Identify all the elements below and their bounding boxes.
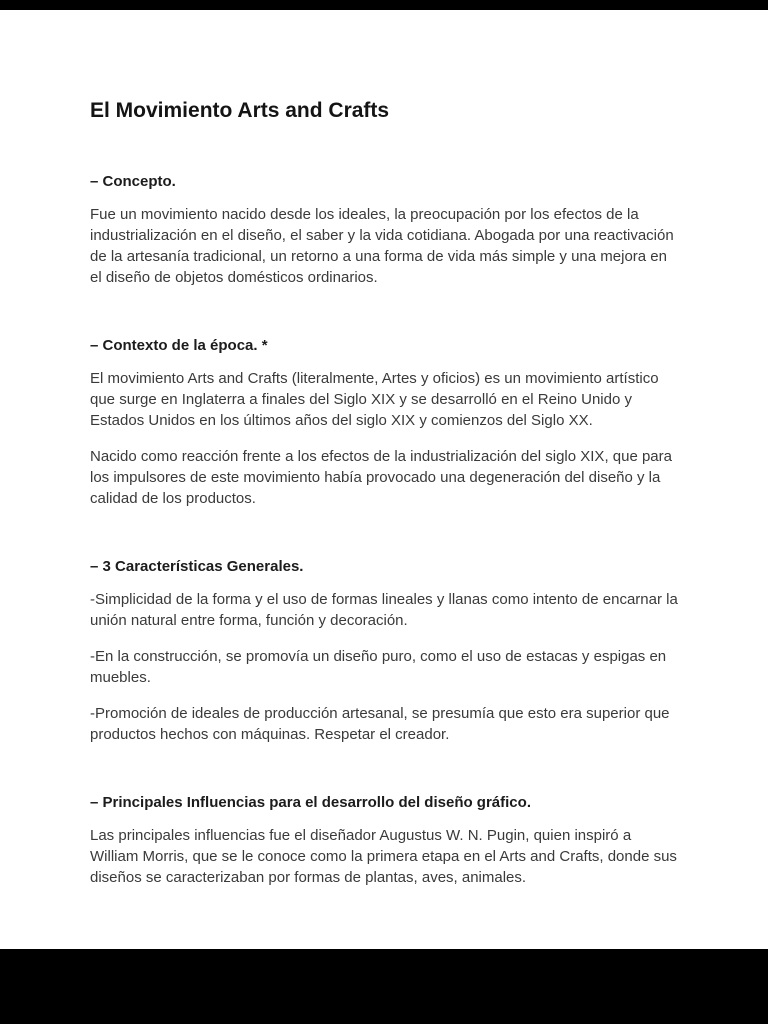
section-caracteristicas [90,557,678,745]
section-heading-caracteristicas: – 3 Características Generales. [90,558,304,575]
paragraph: -Promoción de ideales de producción artesanal, se presumía que esto era superior que productos hechos con máquinas. Respetar el creador. [90,705,670,743]
section-contexto [90,336,678,509]
paragraph: Fue un movimiento nacido desde los ideales, la preocupación por los efectos de la industrialización en el diseño, el saber y la vida cotidiana. Abogada por una reactivación de la artesanía tradicional, un retorno a una forma de vida más simple y una mejora en el diseño de objetos domésticos ordinarios. [90,206,674,286]
section-heading-influencias: – Principales Influencias para el desarrollo del diseño gráfico. [90,794,531,811]
document-page [0,10,768,949]
bottom-letterbox [0,949,768,1024]
section-heading-contexto: – Contexto de la época. * [90,337,268,354]
paragraph: El movimiento Arts and Crafts (literalmente, Artes y oficios) es un movimiento artístico que surge en Inglaterra a finales del Siglo XIX y se desarrolló en el Reino Unido y Estados Unidos en los últimos años del siglo XIX y comienzos del Siglo XX. [90,370,659,429]
section-influencias [90,793,678,888]
section-heading-concepto: – Concepto. [90,173,176,190]
document-title: El Movimiento Arts and Crafts [90,99,390,122]
section-concepto [90,172,678,288]
paragraph: -Simplicidad de la forma y el uso de formas lineales y llanas como intento de encarnar la unión natural entre forma, función y decoración. [90,591,678,629]
paragraph: Nacido como reacción frente a los efectos de la industrialización del siglo XIX, que para los impulsores de este movimiento había provocado una degeneración del diseño y la calidad de los productos. [90,448,672,507]
paragraph: -En la construcción, se promovía un diseño puro, como el uso de estacas y espigas en muebles. [90,648,667,686]
top-letterbox [0,0,768,10]
paragraph: Las principales influencias fue el diseñador Augustus W. N. Pugin, quien inspiró a William Morris, que se le conoce como la primera etapa en el Arts and Crafts, donde sus diseños se caracterizaban por formas de plantas, aves, animales. [90,827,677,886]
